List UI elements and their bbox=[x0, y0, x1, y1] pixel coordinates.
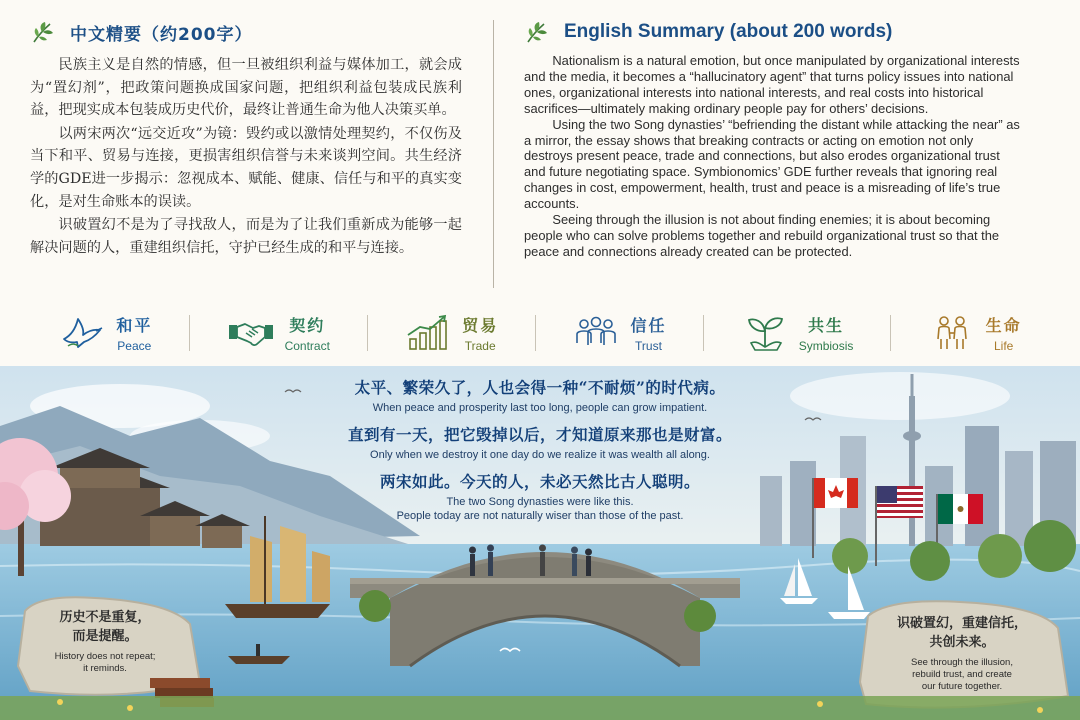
stone-text-zh: 而是提醒。 bbox=[72, 629, 138, 644]
stone-text-en bbox=[30, 651, 180, 675]
stone-text-en-line: rebuild trust, and create bbox=[912, 669, 1012, 680]
stone-text-en-line: it reminds. bbox=[83, 663, 127, 674]
summary-section bbox=[0, 0, 1080, 300]
theme-label-en: Trust bbox=[635, 339, 662, 353]
family-icon bbox=[928, 313, 976, 353]
stone-text-en-line: See through the illusion, bbox=[911, 657, 1013, 668]
theme-trade bbox=[404, 313, 498, 353]
theme-label-zh: 契约 bbox=[289, 316, 326, 335]
theme-label-en: Contract bbox=[284, 339, 330, 353]
handshake-icon bbox=[227, 313, 275, 353]
quote-block bbox=[300, 470, 780, 522]
theme-strip bbox=[0, 300, 1080, 366]
theme-label-en: Symbiosis bbox=[798, 339, 854, 353]
quote-zh: 直到有一天，把它毁掉以后，才知道原来那也是财富。 bbox=[347, 425, 732, 444]
theme-label-zh: 贸易 bbox=[462, 316, 499, 335]
stone-text-zh: 历史不是重复， bbox=[59, 610, 151, 625]
quote-en: The two Song dynasties were like this. bbox=[446, 496, 634, 508]
stone-text-zh: 共创未来。 bbox=[929, 635, 995, 650]
stone-left-inscription bbox=[30, 608, 180, 675]
stone-text-en bbox=[872, 657, 1052, 693]
theme-label-zh: 和平 bbox=[116, 316, 153, 335]
sprout-icon bbox=[741, 313, 789, 353]
dove-icon bbox=[58, 313, 106, 353]
english-summary-heading bbox=[524, 14, 1024, 50]
stone-text-en-line: History does not repeat; bbox=[54, 651, 156, 662]
stone-text-zh: 识破置幻，重建信托， bbox=[896, 616, 1027, 631]
theme-separator bbox=[890, 315, 891, 351]
english-summary-title: English Summary (about 200 words) bbox=[564, 21, 893, 42]
growth-chart-icon bbox=[404, 313, 452, 353]
people-icon bbox=[572, 313, 620, 353]
theme-label-zh: 共生 bbox=[808, 316, 845, 335]
chinese-summary-heading bbox=[30, 14, 462, 50]
chinese-summary bbox=[30, 14, 462, 259]
theme-separator bbox=[535, 315, 536, 351]
theme-label-zh: 信任 bbox=[630, 316, 667, 335]
theme-symbiosis bbox=[741, 313, 854, 353]
english-summary bbox=[524, 14, 1024, 260]
quote-zh: 两宋如此。今天的人，未必天然比古人聪明。 bbox=[379, 472, 700, 491]
theme-label-en: Life bbox=[993, 339, 1014, 353]
theme-trust bbox=[572, 313, 666, 353]
chinese-paragraph: 识破置幻不是为了寻找敌人，而是为了让我们重新成为能够一起解决问题的人，重建组织信托，守护已经生成的和平与连接。 bbox=[30, 217, 462, 256]
chinese-paragraph: 以两宋两次“远交近攻”为镜：毁约或以激情处理契约，不仅伤及当下和平、贸易与连接，更损害组织信誉与未来谈判空间。共生经济学的GDE进一步揭示：忽视成本、赋能、健康、信任与和平的真实变化，是对生命账本的误读。 bbox=[30, 125, 462, 210]
quote-zh: 太平、繁荣久了，人也会得一种“不耐烦”的时代病。 bbox=[354, 378, 726, 397]
stone-text-en-line: our future together. bbox=[921, 681, 1003, 692]
theme-life bbox=[928, 313, 1022, 353]
theme-separator bbox=[367, 315, 368, 351]
chinese-paragraph: 民族主义是自然的情感，但一旦被组织利益与媒体加工，就会成为“置幻剂”，把政策问题换成国家问题，把组织利益包装成民族利益，把现实成本包装成历史代价，最终让普通生命为他人决策买单。 bbox=[30, 57, 462, 119]
illustration bbox=[0, 366, 1080, 720]
theme-label-en: Peace bbox=[117, 339, 152, 353]
chinese-summary-title: 中文精要（约200字） bbox=[70, 24, 253, 45]
theme-separator bbox=[189, 315, 190, 351]
quotes-panel bbox=[300, 376, 780, 531]
quote-block bbox=[300, 376, 780, 414]
leaf-icon bbox=[30, 19, 56, 45]
quote-en: Only when we destroy it one day do we realize it was wealth all along. bbox=[370, 449, 710, 461]
quote-block bbox=[300, 423, 780, 461]
theme-contract bbox=[227, 313, 330, 353]
english-paragraph: Seeing through the illusion is not about finding enemies; it is about becoming people who can solve problems together and rebuild organizational trust so that the peace and connections already created can be protected. bbox=[524, 212, 1000, 259]
theme-label-zh: 生命 bbox=[985, 316, 1022, 335]
leaf-icon bbox=[524, 19, 550, 45]
theme-peace bbox=[58, 313, 152, 353]
column-divider bbox=[493, 20, 494, 288]
stone-right-inscription bbox=[872, 614, 1052, 693]
theme-label-en: Trade bbox=[464, 339, 496, 353]
english-paragraph: Using the two Song dynasties’ “befriending the distant while attacking the near” as a mirror, the essay shows that breaking contracts or acting on emotion not only destroys present peace, trade and connections, but also erodes organizational trust and future negotiating space. Symbionomics’ GDE further reveals that ignoring real changes in cost, empowerment, health, trust and peace is a misreading of life’s true accounts. bbox=[524, 116, 1020, 212]
quote-en: People today are not naturally wiser than those of the past. bbox=[396, 510, 684, 522]
quote-en: When peace and prosperity last too long, people can grow impatient. bbox=[372, 402, 708, 414]
theme-separator bbox=[703, 315, 704, 351]
english-paragraph: Nationalism is a natural emotion, but once manipulated by organizational interests and the media, it becomes a “hallucinatory agent” that turns policy issues into national ones, organizational interests into national interests, and real costs into historical sacrifices—ultimately making ordinary people pay for others’ decisions. bbox=[524, 53, 1020, 116]
